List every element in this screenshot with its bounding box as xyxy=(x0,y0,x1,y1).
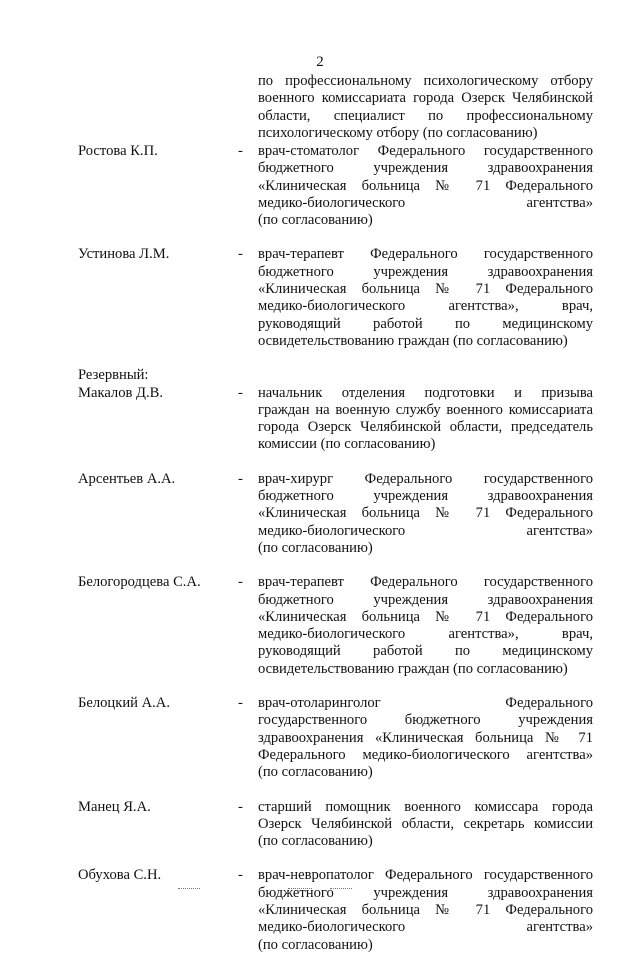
text-line: бюджетного учреждения здравоохранения xyxy=(258,488,593,505)
text-line: «Клиническая больница № 71 Федерального xyxy=(258,281,593,298)
member-name: Макалов Д.В. xyxy=(78,384,164,401)
text-line: комиссии (по согласованию) xyxy=(258,436,436,453)
member-position xyxy=(258,471,593,557)
member-name: Арсентьев А.А. xyxy=(78,470,176,487)
text-line: бюджетного учреждения здравоохранения xyxy=(258,591,593,608)
member-name: Устинова Л.М. xyxy=(78,246,170,263)
text-line: (по согласованию) xyxy=(258,833,373,850)
text-line: бюджетного учреждения здравоохранения xyxy=(258,884,593,901)
text-line: старший помощник военного комиссара города xyxy=(258,798,593,815)
text-line: освидетельствованию граждан (по согласованию) xyxy=(258,332,568,349)
member-position xyxy=(258,143,593,229)
text-line: психологическому отбору (по согласованию) xyxy=(258,124,538,141)
text-line: (по согласованию) xyxy=(258,539,373,556)
member-position xyxy=(258,867,593,953)
member-position xyxy=(258,799,593,851)
member-name: Ростова К.П. xyxy=(78,143,158,159)
footer-dotted-mark xyxy=(288,888,312,889)
text-line: города Озерск Челябинской области, председатель xyxy=(258,419,593,436)
member-position xyxy=(258,695,593,781)
footer-marks xyxy=(0,888,640,894)
text-line: «Клиническая больница № 71 Федерального xyxy=(258,177,593,194)
text-line: медико-биологического агентства» xyxy=(258,194,593,211)
dash-separator: - xyxy=(238,143,243,159)
text-line: «Клиническая больница № 71 Федерального xyxy=(258,505,593,522)
member-position xyxy=(258,246,593,350)
text-line: государственного бюджетного учреждения xyxy=(258,712,593,729)
text-line: врач-отоларинголог Федерального xyxy=(258,695,593,712)
text-line: медико-биологического агентства» xyxy=(258,522,593,539)
footer-dotted-mark xyxy=(330,888,352,889)
member-entry xyxy=(0,471,640,557)
member-name: Белогородцева С.А. xyxy=(78,574,201,591)
member-entry xyxy=(0,799,640,851)
text-line: врач-стоматолог Федерального государственного xyxy=(258,143,593,159)
text-line: медико-биологического агентства», врач, xyxy=(258,626,593,643)
text-line: (по согласованию) xyxy=(258,764,373,781)
page-number: 2 xyxy=(316,54,324,70)
text-line: начальник отделения подготовки и призыва xyxy=(258,384,593,401)
text-line: врач-терапевт Федерального государственного xyxy=(258,574,593,591)
text-line: врач-терапевт Федерального государственного xyxy=(258,246,593,263)
member-entry xyxy=(0,143,640,229)
reserve-label: Резервный: xyxy=(78,367,149,384)
member-entry xyxy=(0,867,640,953)
text-line: медико-биологического агентства», врач, xyxy=(258,298,593,315)
text-line: военного комиссариата города Озерск Челябинской xyxy=(258,90,593,107)
text-line: врач-хирург Федерального государственного xyxy=(258,470,593,487)
dash-separator: - xyxy=(238,574,243,591)
text-line: Федерального медико-биологического агентства» xyxy=(258,746,593,763)
intro-continuation xyxy=(258,73,593,142)
member-entry xyxy=(0,385,640,454)
text-line: медико-биологического агентства» xyxy=(258,919,593,936)
text-line: по профессиональному психологическому отбору xyxy=(258,73,593,89)
text-line: руководящий работой по медицинскому xyxy=(258,315,593,332)
dash-separator: - xyxy=(238,384,243,401)
text-line: области, специалист по профессиональному xyxy=(258,107,593,124)
text-line: здравоохранения «Клиническая больница № 71 xyxy=(258,729,593,746)
commission-member-list xyxy=(0,143,640,954)
member-position xyxy=(258,385,593,454)
text-line: освидетельствованию граждан (по согласованию) xyxy=(258,660,568,677)
text-line: бюджетного учреждения здравоохранения xyxy=(258,160,593,177)
dash-separator: - xyxy=(238,867,243,884)
member-entry xyxy=(0,574,640,678)
text-line: врач-невропатолог Федерального государственного xyxy=(258,867,593,884)
dash-separator: - xyxy=(238,246,243,263)
member-position xyxy=(258,574,593,678)
member-name: Манец Я.А. xyxy=(78,798,151,815)
text-line: «Клиническая больница № 71 Федерального xyxy=(258,901,593,918)
text-line: «Клиническая больница № 71 Федерального xyxy=(258,608,593,625)
footer-dotted-mark xyxy=(178,888,200,889)
member-entry xyxy=(0,695,640,781)
dash-separator: - xyxy=(238,798,243,815)
member-name: Обухова С.Н. xyxy=(78,867,162,884)
text-line: руководящий работой по медицинскому xyxy=(258,643,593,660)
member-entry xyxy=(0,246,640,350)
text-line: Озерск Челябинской области, секретарь комиссии xyxy=(258,815,593,832)
text-line: бюджетного учреждения здравоохранения xyxy=(258,263,593,280)
dash-separator: - xyxy=(238,695,243,712)
dash-separator: - xyxy=(238,470,243,487)
text-line: граждан на военную службу военного комиссариата xyxy=(258,401,593,418)
member-name: Белоцкий А.А. xyxy=(78,695,170,712)
text-line: (по согласованию) xyxy=(258,936,373,953)
text-line: (по согласованию) xyxy=(258,212,373,229)
